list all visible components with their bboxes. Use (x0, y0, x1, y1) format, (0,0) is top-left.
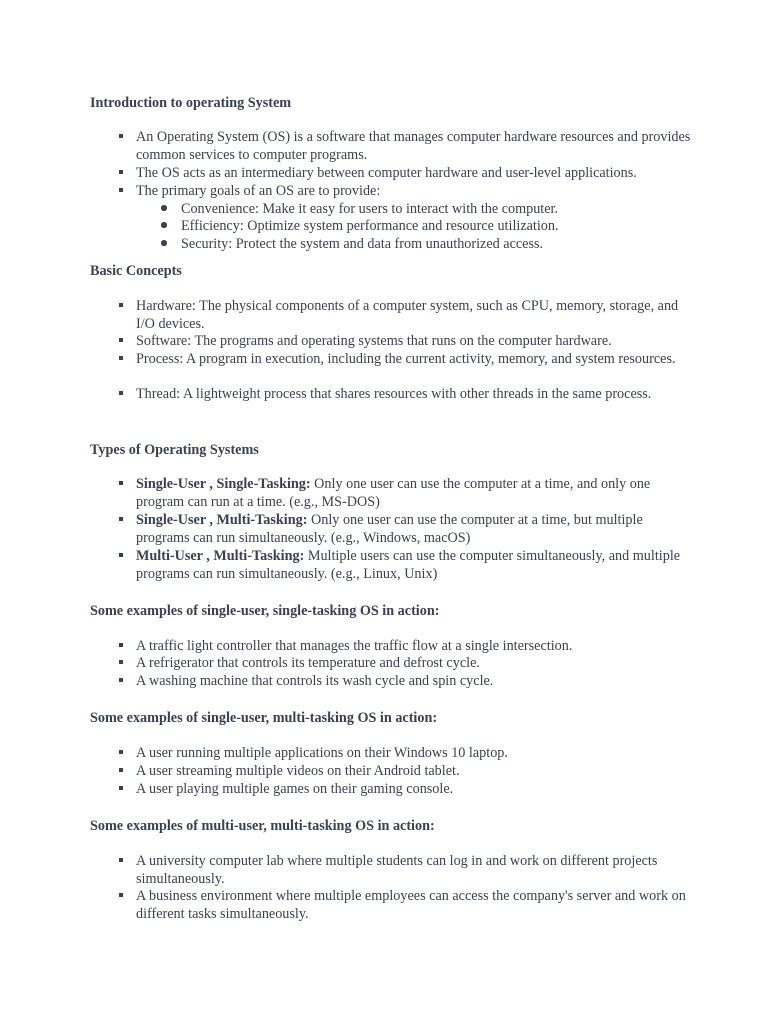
sub-list-item-text: Efficiency: Optimize system performance and resource utilization. (181, 218, 559, 234)
list-item-text: A user running multiple applications on their Windows 10 laptop. (136, 745, 508, 761)
list-item (136, 165, 696, 183)
section-heading-single-multi-examples: Some examples of single-user, multi-tasking OS in action: (90, 710, 438, 726)
sub-list-item (181, 201, 681, 219)
square-bullet-icon (115, 763, 127, 781)
list-item (136, 183, 696, 201)
os-type-description: Only one user can use the computer at a time, but multiple programs can run simultaneously. (e.g., Windows, macOS) (136, 512, 643, 546)
list-item-text: A user playing multiple games on their gaming console. (136, 781, 454, 797)
list-item-text: Software: The programs and operating systems that runs on the computer hardware. (136, 333, 612, 349)
square-bullet-icon (115, 655, 127, 673)
sub-list-item-text: Convenience: Make it easy for users to interact with the computer. (181, 201, 559, 217)
square-bullet-icon (115, 745, 127, 763)
square-bullet-icon (115, 673, 127, 691)
square-bullet-icon (115, 183, 127, 201)
square-bullet-icon (115, 386, 127, 404)
list-item (136, 638, 696, 656)
list-item (136, 129, 696, 165)
list-item (136, 512, 696, 548)
list-item-text: A university computer lab where multiple students can log in and work on different projects simultaneously. (136, 853, 658, 887)
list-item (136, 781, 696, 799)
section-heading-types: Types of Operating Systems (90, 442, 259, 458)
list-item (136, 673, 696, 691)
sub-list-item (181, 218, 681, 236)
section-heading-single-single-examples: Some examples of single-user, single-tasking OS in action: (90, 603, 440, 619)
square-bullet-icon (115, 548, 127, 566)
list-item (136, 888, 696, 924)
square-bullet-icon (115, 129, 127, 147)
square-bullet-icon (115, 638, 127, 656)
list-item-text: Thread: A lightweight process that shares resources with other threads in the same process. (136, 386, 652, 402)
list-item-text: The OS acts as an intermediary between computer hardware and user-level applications. (136, 165, 637, 181)
os-type-term: Multi-User , Multi-Tasking: (136, 548, 305, 564)
square-bullet-icon (115, 512, 127, 530)
list-item-text: A business environment where multiple employees can access the company's server and work on different tasks simultaneously. (136, 888, 686, 922)
round-bullet-icon (158, 201, 170, 219)
os-type-term: Single-User , Multi-Tasking: (136, 512, 308, 528)
list-item (136, 548, 696, 584)
sub-list-item (181, 236, 681, 254)
square-bullet-icon (115, 781, 127, 799)
os-type-description: Only one user can use the computer at a time, and only one program can run at a time. (e.g., MS-DOS) (136, 476, 651, 510)
square-bullet-icon (115, 853, 127, 871)
square-bullet-icon (115, 298, 127, 316)
os-type-term: Single-User , Single-Tasking: (136, 476, 311, 492)
list-item-text: A washing machine that controls its wash cycle and spin cycle. (136, 673, 494, 689)
list-item (136, 476, 696, 512)
section-heading-basic-concepts: Basic Concepts (90, 263, 182, 279)
square-bullet-icon (115, 476, 127, 494)
list-item-text: A traffic light controller that manages the traffic flow at a single intersection. (136, 638, 573, 654)
section-heading-multi-multi-examples: Some examples of multi-user, multi-tasking OS in action: (90, 818, 435, 834)
sub-list-item-text: Security: Protect the system and data from unauthorized access. (181, 236, 544, 252)
square-bullet-icon (115, 165, 127, 183)
square-bullet-icon (115, 351, 127, 369)
list-item-text: Process: A program in execution, including the current activity, memory, and system resources. (136, 351, 676, 367)
list-item (136, 745, 696, 763)
list-item (136, 298, 696, 334)
list-item (136, 655, 696, 673)
list-item (136, 333, 696, 351)
list-item-text: A user streaming multiple videos on their Android tablet. (136, 763, 460, 779)
round-bullet-icon (158, 236, 170, 254)
list-item-text: The primary goals of an OS are to provide: (136, 183, 381, 199)
list-item (136, 351, 696, 369)
list-item (136, 386, 696, 404)
list-item-text: A refrigerator that controls its temperature and defrost cycle. (136, 655, 480, 671)
square-bullet-icon (115, 333, 127, 351)
os-type-description: Multiple users can use the computer simultaneously, and multiple programs can run simultaneously. (e.g., Linux, Unix) (136, 548, 681, 582)
list-item-text: Hardware: The physical components of a computer system, such as CPU, memory, storage, and I/O devices. (136, 298, 679, 332)
list-item (136, 853, 696, 889)
list-item-text: An Operating System (OS) is a software that manages computer hardware resources and provides common services to computer programs. (136, 129, 691, 163)
square-bullet-icon (115, 888, 127, 906)
list-item (136, 763, 696, 781)
round-bullet-icon (158, 218, 170, 236)
section-heading-intro: Introduction to operating System (90, 95, 292, 111)
